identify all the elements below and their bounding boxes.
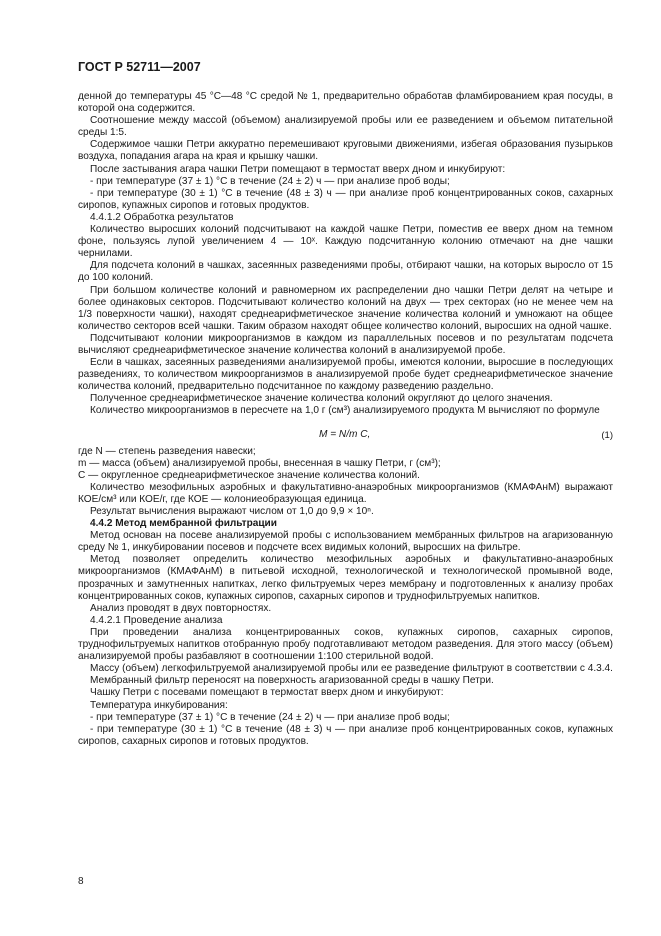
paragraph: Полученное среднеарифметическое значение количества колоний округляют до целого значения. [90, 393, 553, 405]
paragraph: денной до температуры 45 °С—48 °С средой № 1, предварительно обработав фламбированием края посуды, в которой она содержится. [78, 91, 613, 115]
paragraph: После застывания агара чашки Петри помещают в термостат вверх дном и инкубируют: [90, 163, 506, 175]
paragraph: Температура инкубирования: [90, 699, 228, 711]
paragraph: Чашку Петри с посевами помещают в термостат вверх дном и инкубируют: [90, 687, 444, 699]
paragraph: При большом количестве колоний и равномерном их распределении дно чашки Петри делят на четыре и более одинаковых секторов. Подсчитывают количество колоний на двух — трех секторах (но не менее чем на 1/3 поверхности чашки), находят среднеарифметическое значение количества колоний и умножают на общее количество секторов всей чашки. Таким образом находят общее количество колоний, выросших на одной чашке. [78, 284, 613, 332]
paragraph: Количество мезофильных аэробных и факультативно-анаэробных микроорганизмов (КМАФАнМ) выражают КОЕ/см³ или КОЕ/г, где КОЕ — колониеобразующая единица. [78, 481, 613, 505]
paragraph: Количество выросших колоний подсчитывают на каждой чашке Петри, поместив ее вверх дном на темном фоне, пользуясь лупой увеличением 4 — 10ˣ. Каждую подсчитанную колонию отмечают на дне чашки чернилами. [78, 224, 613, 260]
paragraph: Количество микроорганизмов в пересчете на 1,0 г (см³) анализируемого продукта M вычисляют по формуле [90, 405, 600, 417]
section-heading: 4.4.1.2 Обработка результатов [90, 211, 234, 223]
paragraph: Для подсчета колоний в чашках, засеянных разведениями пробы, отбирают чашки, на которых выросло от 15 до 100 колоний. [78, 260, 613, 284]
page-number: 8 [78, 876, 84, 887]
paragraph: Метод основан на посеве анализируемой пробы с использованием мембранных фильтров на агаризованную среду № 1, инкубировании посевов и подсчете всех видимых колоний, выросших на фильтре. [78, 530, 613, 554]
where-line: где N — степень разведения навески; [78, 445, 256, 457]
document-body [78, 91, 613, 748]
where-line: C — округленное среднеарифметическое значение количества колоний. [78, 469, 420, 481]
section-heading: 4.4.2 Метод мембранной фильтрации [90, 518, 277, 530]
paragraph: Анализ проводят в двух повторностях. [90, 602, 272, 614]
document-header: ГОСТ Р 52711—2007 [78, 60, 201, 74]
paragraph: Результат вычисления выражают числом от 1,0 до 9,9 × 10ⁿ. [90, 506, 374, 517]
list-item: - при температуре (30 ± 1) °С в течение (48 ± 3) ч — при анализе проб концентрированных соков, сахарных сиропов, купажных сиропов и готовых продуктов. [78, 187, 613, 211]
list-item: - при температуре (37 ± 1) °С в течение (24 ± 2) ч — при анализе проб воды; [90, 711, 450, 723]
formula-number: (1) [601, 429, 613, 441]
paragraph: При проведении анализа концентрированных соков, купажных сиропов, сахарных сиропов, труднофильтруемых напитков отобранную пробу подготавливают методом разведения. Для этого массу (объем) анализируемой пробы разбавляют в соотношении 1:100 стерильной водой. [78, 626, 613, 663]
where-line: m — масса (объем) анализируемой пробы, внесенная в чашку Петри, г (см³); [78, 457, 441, 469]
paragraph: Мембранный фильтр переносят на поверхность агаризованной среды в чашку Петри. [90, 675, 494, 687]
list-item: - при температуре (30 ± 1) °С в течение (48 ± 3) ч — при анализе проб концентрированных соков, купажных сиропов, сахарных сиропов и готовых продуктов. [78, 723, 613, 747]
paragraph: Соотношение между массой (объемом) анализируемой пробы или ее разведением и объемом питательной среды 1:5. [78, 115, 613, 139]
section-heading: 4.4.2.1 Проведение анализа [90, 614, 223, 626]
formula-expression: M = N/m C, [319, 428, 371, 440]
paragraph: Подсчитывают колонии микроорганизмов в каждом из параллельных посевов и по результатам подсчета вычисляют среднеарифметическое значение количества колоний в анализируемой пробе. [78, 332, 613, 356]
paragraph: Если в чашках, засеянных разведениями анализируемой пробы, имеются колонии, выросшие в последующих разведениях, то количеством микроорганизмов в анализируемой пробе будет среднеарифметическое значение количества колоний, предварительно подсчитанное по каждому разведению раздельно. [78, 357, 613, 393]
paragraph: Массу (объем) легкофильтруемой анализируемой пробы или ее разведение фильтруют в соответствии с 4.3.4. [90, 663, 613, 675]
list-item: - при температуре (37 ± 1) °С в течение (24 ± 2) ч — при анализе проб воды; [90, 175, 450, 187]
paragraph: Содержимое чашки Петри аккуратно перемешивают круговыми движениями, избегая образования пузырьков воздуха, попадания агара на края и крышку чашки. [78, 139, 613, 163]
formula-line [78, 426, 613, 443]
paragraph: Метод позволяет определить количество мезофильных аэробных и факультативно-анаэробных микроорганизмов (КМАФАнМ) в питьевой исходной, технологической и технологической промывной воде, прозрачных и замутненных напитках, легко фильтруемых через мембрану и подготовленных к анализу пробах концентрированных соков, купажных сиропов, сахарных сиропов и труднофильтруемых напитков. [78, 554, 613, 602]
